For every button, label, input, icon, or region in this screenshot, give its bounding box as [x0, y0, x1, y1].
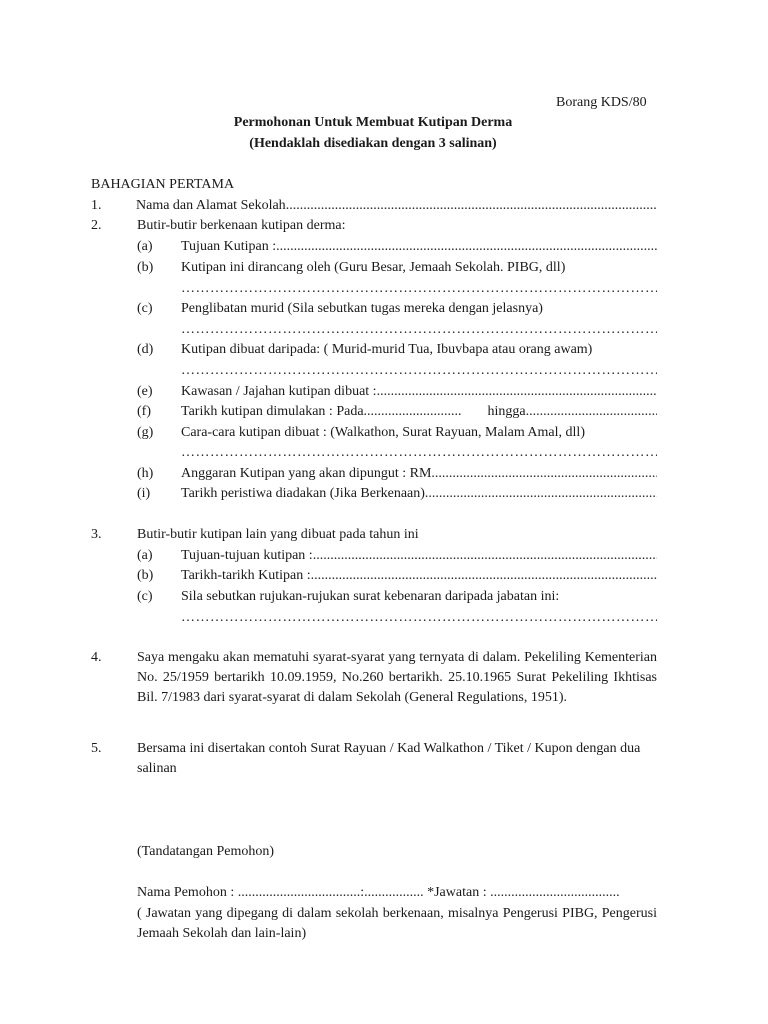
position-note: ( Jawatan yang dipegang di dalam sekolah berkenaan, misalnya Pengerusi PIBG, Pengerusi Jemaah Sekolah dan lain-lain): [137, 906, 657, 941]
fill-line: [377, 382, 657, 402]
fill-line: [181, 279, 657, 299]
item-label: Butir-butir kutipan lain yang dibuat pada tahun ini: [137, 527, 419, 542]
fill-line: [181, 608, 657, 628]
applicant-name-label: Nama Pemohon :: [137, 885, 235, 900]
field-label: Cara-cara kutipan dibuat : (Walkathon, Surat Rayuan, Malam Amal, dll): [181, 425, 585, 440]
sub-key: (f): [137, 404, 151, 419]
applicant-name-field[interactable]: ...................................:.................: [237, 885, 424, 900]
sub-key: (e): [137, 384, 153, 399]
field-label: Tujuan Kutipan :: [181, 239, 277, 254]
field-label: Tarikh kutipan dimulakan : Pada: [181, 404, 364, 419]
form-reference: Borang KDS/80: [556, 95, 647, 110]
item-number: 1.: [91, 198, 102, 213]
section-heading: BAHAGIAN PERTAMA: [91, 177, 235, 192]
fill-line: [181, 320, 657, 340]
applicant-position-label: *Jawatan :: [427, 885, 487, 900]
field-label: Nama dan Alamat Sekolah: [136, 198, 286, 213]
collection-source-field[interactable]: [91, 361, 657, 381]
fill-line: [286, 196, 657, 216]
sub-key: (c): [137, 301, 153, 316]
item-number: 5.: [91, 741, 102, 756]
sub-key: (a): [137, 239, 153, 254]
sub-key: (d): [137, 342, 154, 357]
field-label: Kutipan dibuat daripada: ( Murid-murid Tua, Ibuvbapa atau orang awam): [181, 342, 593, 357]
other-dates-field[interactable]: [181, 566, 657, 586]
field-label: Kawasan / Jajahan kutipan dibuat :: [181, 384, 377, 399]
item-number: 4.: [91, 650, 102, 665]
item-label: Butir-butir berkenaan kutipan derma:: [137, 218, 346, 233]
fill-line: [311, 566, 657, 586]
approval-references-field[interactable]: [91, 608, 657, 628]
item-2e: [91, 382, 657, 402]
event-date-field[interactable]: [181, 484, 657, 504]
fill-line: [181, 443, 657, 463]
sub-key: (a): [137, 548, 153, 563]
item-3c: [91, 587, 657, 607]
field-label: Tarikh-tarikh Kutipan :: [181, 568, 311, 583]
field-label: Tarikh peristiwa diadakan (Jika Berkenaan): [181, 486, 425, 501]
purpose-field[interactable]: [181, 237, 657, 257]
estimated-amount-field[interactable]: [181, 464, 657, 484]
sub-key: (c): [137, 589, 153, 604]
form-title: Permohonan Untuk Membuat Kutipan Derma: [233, 115, 513, 130]
fill-line: [181, 361, 657, 381]
item-2d: [91, 340, 657, 360]
field-label: Tujuan-tujuan kutipan :: [181, 548, 313, 563]
form-subtitle: (Hendaklah disediakan dengan 3 salinan): [249, 136, 497, 151]
field-label: Anggaran Kutipan yang akan dipungut : RM: [181, 466, 432, 481]
sub-key: (i): [137, 486, 151, 501]
sub-key: (b): [137, 568, 154, 583]
fill-line: [425, 484, 657, 504]
collection-method-field[interactable]: [91, 443, 657, 463]
student-involvement-field[interactable]: [91, 320, 657, 340]
attachments-text: Bersama ini disertakan contoh Surat Rayuan / Kad Walkathon / Tiket / Kupon dengan dua salinan: [137, 741, 641, 776]
fill-line: [431, 464, 657, 484]
item-3: [91, 525, 657, 545]
applicant-line: [137, 883, 620, 903]
item-number: 3.: [91, 527, 102, 542]
field-label: hingga: [487, 404, 526, 419]
item-1: [91, 196, 657, 216]
item-2h: [91, 464, 657, 484]
field-label: Penglibatan murid (Sila sebutkan tugas mereka dengan jelasnya): [181, 301, 543, 316]
signature-label: (Tandatangan Pemohon): [137, 844, 275, 859]
item-2a: [91, 237, 657, 257]
declaration-text: Saya mengaku akan mematuhi syarat-syarat yang ternyata di dalam. Pekeliling Kementerian No. 25/1959 bertarikh 10.09.1959, No.260 bertarikh. 25.10.1965 Surat Pekeliling Ikhtisas Bil. 7/1983 dari syarat-syarat di dalam Sekolah (General Regulations, 1951).: [137, 650, 657, 705]
item-2c: [91, 299, 657, 319]
school-name-field[interactable]: [136, 196, 657, 216]
other-purposes-field[interactable]: [181, 546, 657, 566]
end-date-line[interactable]: [526, 402, 657, 422]
item-2g: [91, 423, 657, 443]
field-label: Kutipan ini dirancang oleh (Guru Besar, Jemaah Sekolah. PIBG, dll): [181, 260, 566, 275]
fill-line: [313, 546, 657, 566]
applicant-position-field[interactable]: .....................................: [490, 885, 620, 900]
sub-key: (b): [137, 260, 154, 275]
item-2i: [91, 484, 657, 504]
fill-line: [276, 237, 657, 257]
item-2b: [91, 258, 657, 278]
item-3b: [91, 566, 657, 586]
collection-dates-field[interactable]: [181, 402, 657, 422]
sub-key: (h): [137, 466, 154, 481]
item-2: [91, 216, 657, 236]
sub-key: (g): [137, 425, 154, 440]
collection-area-field[interactable]: [181, 382, 657, 402]
start-date-line[interactable]: ............................: [363, 404, 462, 419]
item-3a: [91, 546, 657, 566]
organizer-field[interactable]: [91, 279, 657, 299]
field-label: Sila sebutkan rujukan-rujukan surat kebenaran daripada jabatan ini:: [181, 589, 560, 604]
item-2f: [91, 402, 657, 422]
item-number: 2.: [91, 218, 102, 233]
